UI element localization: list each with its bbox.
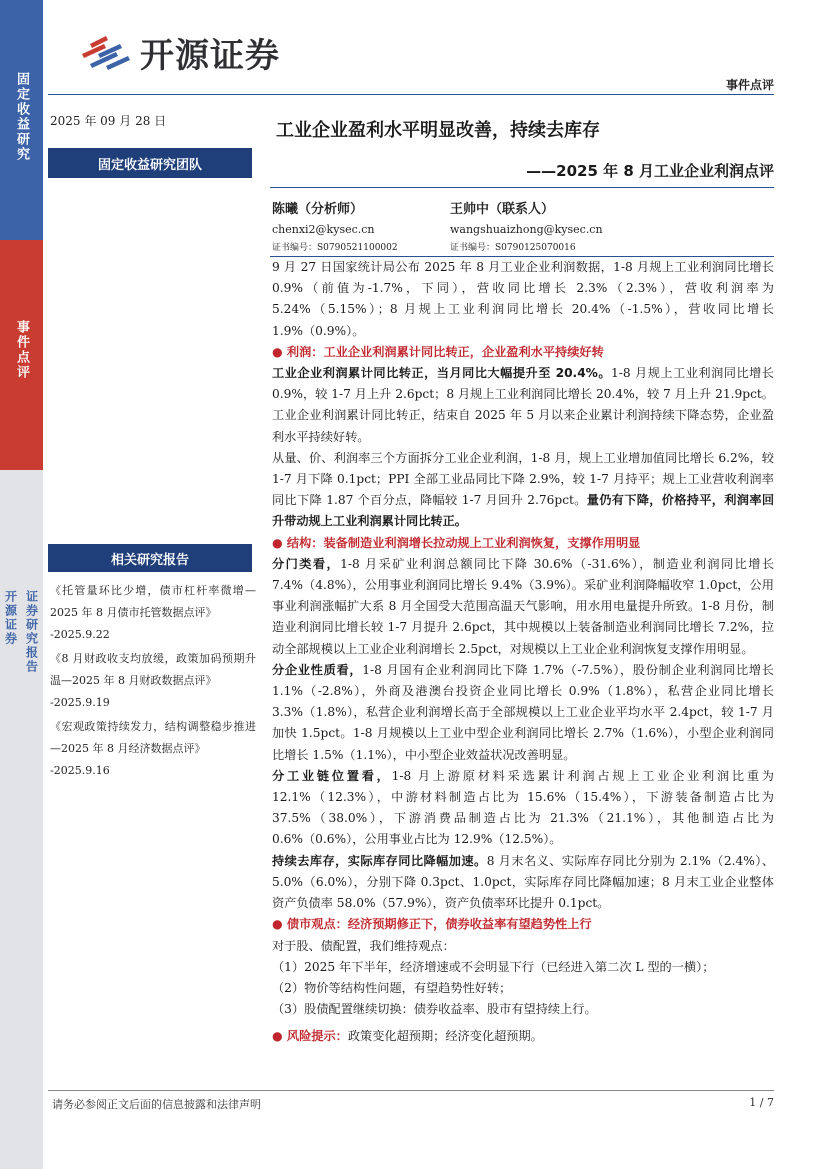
sidebar-section-fixed-income <box>0 0 43 240</box>
team-banner: 固定收益研究团队 <box>48 148 252 178</box>
report-date: 2025 年 09 月 28 日 <box>50 114 167 128</box>
sidebar-mid-label: 事件点评 <box>14 320 29 380</box>
bullet-icon: ● <box>272 917 287 932</box>
intro-paragraph: 9 月 27 日国家统计局公布 2025 年 8 月工业企业利润数据，1-8 月规上工业利润同比增长 0.9%（前值为-1.7%，下同），营收同比增长 2.3%（2.3%），营收利润率为 5.24%（5.15%）；8 月规上工业利润同比增长 20.4%（-1.5%），营收同比增长 1.9%（0.9%）。 <box>272 260 774 338</box>
list-item: （3）股债配置继续切换：债券收益率、股市有望持续上行。 <box>272 1002 597 1017</box>
report-subtitle: ——2025 年 8 月工业企业利润点评 <box>526 162 774 180</box>
analyst-cert: 证书编号：S0790521100002 <box>272 243 398 253</box>
analyst-2 <box>450 198 603 253</box>
paragraph: 持续去库存，实际库存同比降幅加速。8 月末名义、实际库存同比分别为 2.1%（2.4%）、5.0%（6.0%），分别下降 0.3pct、1.0pct，实际库存同比降幅加速；8 月末工业企业整体资产负债率 58.0%（57.9%），资产负债率环比提升 0.1pct。 <box>272 853 775 911</box>
list-item: （2）物价等结构性问题，有望趋势性好转； <box>272 980 512 995</box>
paragraph: 分企业性质看，1-8 月国有企业利润同比下降 1.7%（-7.5%），股份制企业利润同比增长 1.1%（-2.8%），外商及港澳台投资企业同比增长 0.9%（1.8%），私营企业同比增长 3.3%（1.8%），私营企业利润增长高于全部规模以上工业企业平均水平 2.4pct，较 1-7 月加快 1.5pct。1-8 月规模以上工业中型企业利润同比增长 2.7%（1.6%），小型企业利润同比增长 1.5%（1.1%），中小型企业效益状况改善明显。 <box>272 662 774 762</box>
related-report[interactable] <box>50 580 256 646</box>
related-report-date: -2025.9.22 <box>50 628 110 641</box>
left-sidebar <box>0 0 43 1169</box>
related-reports-list <box>50 580 256 784</box>
logo-mark-icon <box>76 32 132 74</box>
analyst-name: 王帅中（联系人） <box>450 202 555 217</box>
risk-paragraph: ● 风险提示：政策变化超预期；经济变化超预期。 <box>272 1029 543 1044</box>
list-item: （1）2025 年下半年，经济增速或不会明显下行（已经进入第二次 L 型的一横）； <box>272 959 715 974</box>
paragraph: 对于股、债配置，我们维持观点： <box>272 938 455 953</box>
header-divider <box>48 94 774 95</box>
footer-disclaimer: 请务必参阅正文后面的信息披露和法律声明 <box>52 1098 261 1111</box>
related-report-date: -2025.9.16 <box>50 764 110 777</box>
related-report-title[interactable]: 《宏观政策持续发力，结构调整稳步推进—2025 年 8 月经济数据点评》 <box>50 720 256 755</box>
sidebar-section-event <box>0 240 43 470</box>
related-reports-banner: 相关研究报告 <box>48 544 252 572</box>
sidebar-top-label: 固定收益研究 <box>14 72 29 162</box>
report-title: 工业企业盈利水平明显改善，持续去库存 <box>276 120 600 141</box>
related-report-date: -2025.9.19 <box>50 696 110 709</box>
sidebar-bottom-col1: 开源证券 <box>3 590 18 646</box>
analyst-email[interactable]: wangshuaizhong@kysec.cn <box>450 223 603 236</box>
bullet-icon: ● <box>272 535 287 550</box>
brand-logo <box>76 28 280 77</box>
section-heading-structure: ● 结构：装备制造业利润增长拉动规上工业利润恢复，支撑作用明显 <box>272 535 641 550</box>
report-body <box>272 257 774 1048</box>
sidebar-bottom-col2: 证券研究报告 <box>24 590 39 674</box>
paragraph: 分门类看，1-8 月采矿业利润总额同比下降 30.6%（-31.6%），制造业利润同比增长 7.4%（4.8%），公用事业利润同比增长 9.4%（3.9%）。采矿业利润降幅收窄 1.0pct，公用事业利润涨幅扩大系 8 月全国受大范围高温天气影响，用水用电量提升所致。1-8 月份，制造业利润同比增长较 1-7 月提升 2.6pct，其中规模以上装备制造业利润同比增长 7.2%，拉动全部规模以上工业企业利润增长 2.5pct，对规模以上工业企业利润恢复支撑作用明显。 <box>272 556 775 656</box>
page-number: 1 / 7 <box>749 1096 774 1109</box>
doc-type: 事件点评 <box>725 78 774 92</box>
related-report[interactable] <box>50 648 256 714</box>
paragraph: 分工业链位置看，1-8 月上游原材料采选累计利润占规上工业企业利润比重为 12.1%（12.3%），中游材料制造占比为 15.6%（15.4%），下游装备制造占比为 37.5%（38.0%），下游消费品制造占比为 21.3%（21.1%），其他制造占比为 0.6%（0.6%），公用事业占比为 12.9%（12.5%）。 <box>272 768 774 847</box>
related-report-title[interactable]: 《托管量环比少增，债市杠杆率微增—2025 年 8 月债市托管数据点评》 <box>50 584 256 619</box>
analyst-1 <box>272 198 398 253</box>
bullet-icon: ● <box>272 1029 287 1044</box>
title-divider <box>270 187 774 188</box>
related-report[interactable] <box>50 716 256 782</box>
brand-name: 开源证券 <box>140 36 280 76</box>
section-heading-profit: ● 利润：工业企业利润累计同比转正，企业盈利水平持续好转 <box>272 344 604 359</box>
section-heading-bond-view: ● 债市观点：经济预期修正下，债券收益率有望趋势性上行 <box>272 917 592 932</box>
sidebar-section-brand <box>0 590 43 790</box>
related-report-title[interactable]: 《8 月财政收支均放缓，政策加码预期升温—2025 年 8 月财政数据点评》 <box>50 652 256 687</box>
analyst-email[interactable]: chenxi2@kysec.cn <box>272 223 375 236</box>
bullet-icon: ● <box>272 344 287 359</box>
paragraph: 工业企业利润累计同比转正，当月同比大幅提升至 20.4%。1-8 月规上工业利润同比增长 0.9%，较 1-7 月上升 2.6pct；8 月规上工业利润同比增长 20.4%，较 7 月上升 21.9pct。工业企业利润累计同比转正，结束自 2025 年 5 月以来企业累计利润持续下降态势，企业盈利水平持续好转。 <box>272 366 774 444</box>
paragraph: 从量、价、利润率三个方面拆分工业企业利润，1-8 月，规上工业增加值同比增长 6.2%，较 1-7 月下降 0.1pct；PPI 全部工业品同比下降 2.9%，较 1-7 月持平；规上工业营收利润率同比下降 1.87 个百分点，降幅较 1-7 月回升 2.76pct。量仍有下降，价格持平，利润率回升带动规上工业利润累计同比转正。 <box>272 450 775 529</box>
analyst-cert: 证书编号：S0790125070016 <box>450 243 576 253</box>
analyst-name: 陈曦（分析师） <box>272 202 364 217</box>
footer-divider <box>48 1090 774 1091</box>
